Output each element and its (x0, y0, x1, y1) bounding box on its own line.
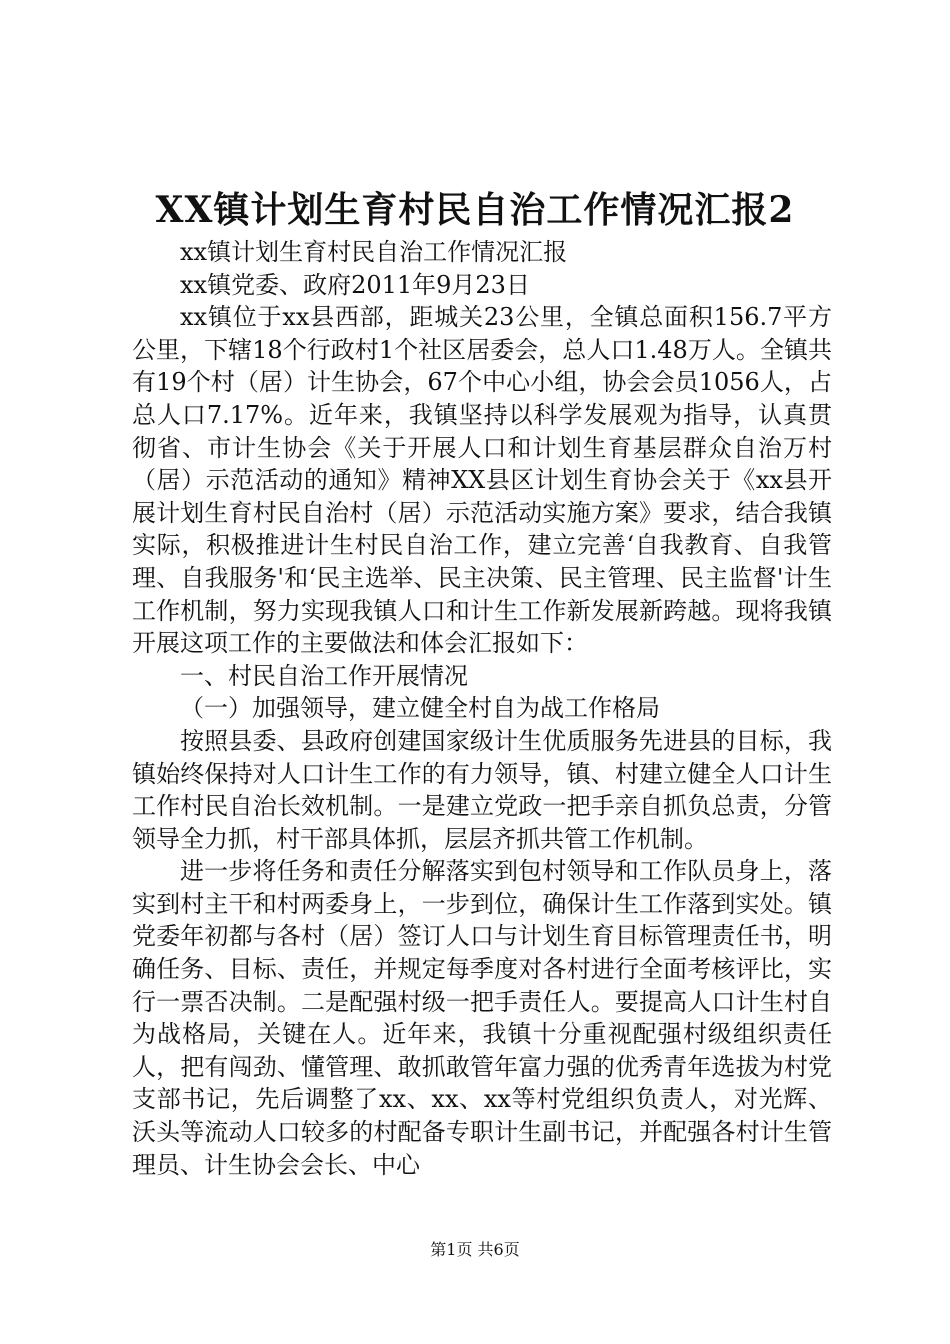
subsection-heading: （一）加强领导，建立健全村自为战工作格局 (180, 694, 660, 723)
body-paragraph: 按照县委、县政府创建国家级计生优质服务先进县的目标，我镇始终保持对人口计生工作的有力领导，镇、村建立健全人口计生工作村民自治长效机制。一是建立党政一把手亲自抓负总责，分管领导全力抓，村干部具体抓，层层齐抓共管工作机制。 (132, 726, 832, 853)
report-byline: xx镇党委、政府2011年9月23日 (180, 270, 530, 299)
document-body (132, 236, 832, 1181)
body-paragraph: 进一步将任务和责任分解落实到包村领导和工作队员身上，落实到村主干和村两委身上，一步到位，确保计生工作落到实处。镇党委年初都与各村（居）签订人口与计划生育目标管理责任书，明确任务、目标、责任，并规定每季度对各村进行全面考核评比，实行一票否决制。二是配强村级一把手责任人。要提高人口计生村自为战格局，关键在人。近年来，我镇十分重视配强村级组织责任人，把有闯劲、懂管理、敢抓敢管年富力强的优秀青年选拔为村党支部书记，先后调整了xx、xx、xx等村党组织负责人，对光辉、沃头等流动人口较多的村配备专职计生副书记，并配强各村计生管理员、计生协会会长、中心 (132, 857, 832, 1179)
section-heading: 一、村民自治工作开展情况 (180, 661, 468, 690)
page-number-footer: 第1页 共6页 (430, 1240, 520, 1259)
report-subtitle: xx镇计划生育村民自治工作情况汇报 (180, 238, 568, 266)
document-title: XX镇计划生育村民自治工作情况汇报2 (155, 189, 795, 231)
body-paragraph: xx镇位于xx县西部，距城关23公里，全镇总面积156.7平方公里，下辖18个行政村1个社区居委会，总人口1.48万人。全镇共有19个村（居）计生协会，67个中心小组，协会会员1056人，占总人口7.17%。近年来，我镇坚持以科学发展观为指导，认真贯彻省、市计生协会《关于开展人口和计划生育基层群众自治万村（居）示范活动的通知》精神XX县区计划生育协会关于《xx县开展计划生育村民自治村（居）示范活动实施方案》要求，结合我镇实际，积极推进计生村民自治工作，建立完善‘自我教育、自我管理、自我服务'和‘民主选举、民主决策、民主管理、民主监督'计生工作机制，努力实现我镇人口和计生工作新发展新跨越。现将我镇开展这项工作的主要做法和体会汇报如下： (132, 303, 832, 658)
